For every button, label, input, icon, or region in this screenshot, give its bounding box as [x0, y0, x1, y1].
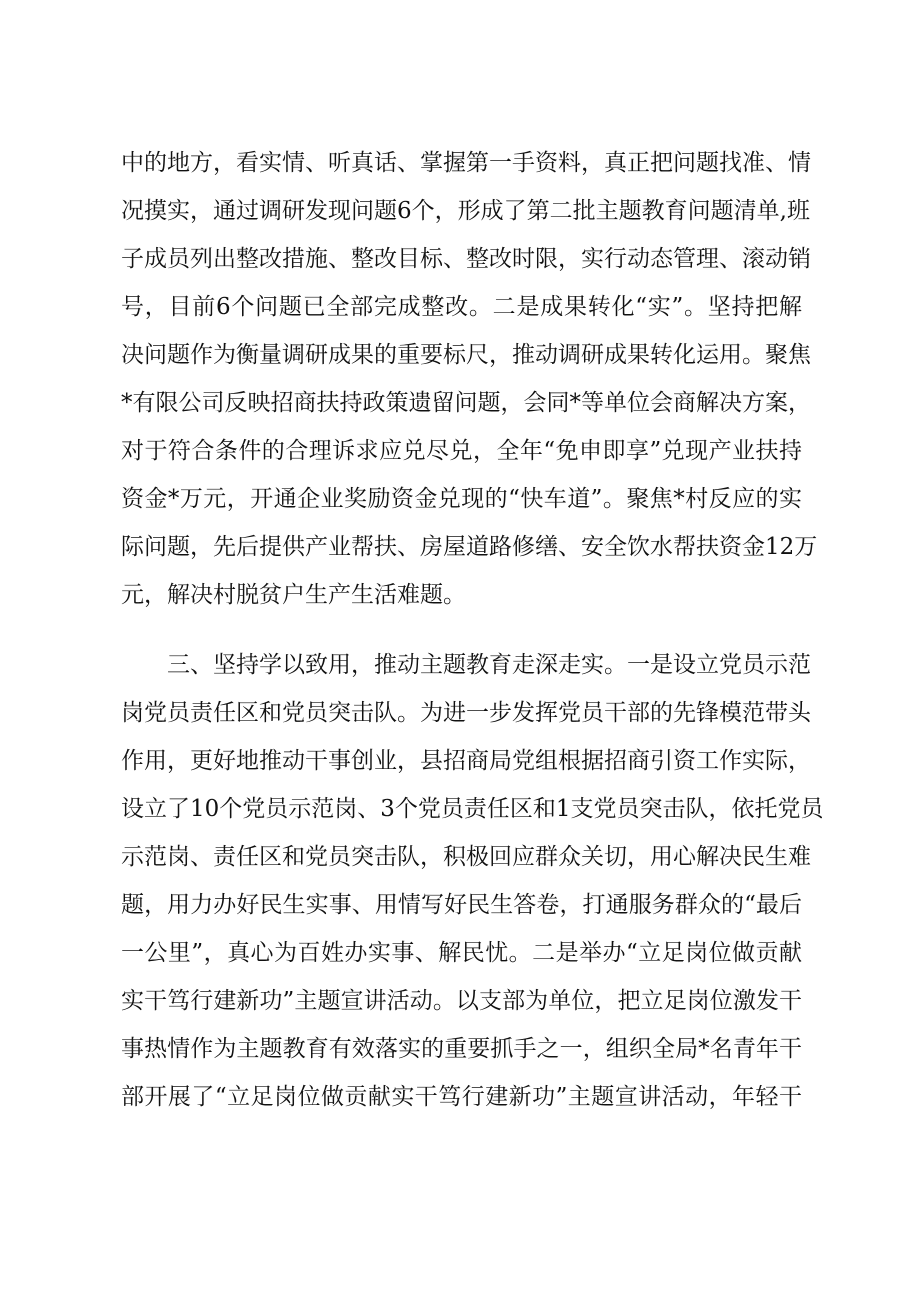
text-line: 题，用力办好民生实事、用情写好民生答卷，打通服务群众的“最后 — [121, 892, 802, 918]
text-line: 子成员列出整改措施、整改目标、整改时限，实行动态管理、滚动销 — [121, 246, 811, 272]
text-line: 决问题作为衡量调研成果的重要标尺，推动调研成果转化运用。聚焦 — [121, 342, 811, 368]
text-line: 号，目前6个问题已全部完成整改。二是成果转化“实”。坚持把解 — [121, 294, 802, 320]
text-line: 对于符合条件的合理诉求应兑尽兑，全年“免申即享”兑现产业扶持 — [121, 438, 802, 464]
text-line: 岗党员责任区和党员突击队。为进一步发挥党员干部的先锋模范带头 — [121, 700, 811, 726]
text-line: *有限公司反映招商扶持政策遗留问题，会同*等单位会商解决方案， — [121, 390, 811, 416]
text-line: 事热情作为主题教育有效落实的重要抓手之一，组织全局*名青年干 — [121, 1036, 802, 1062]
text-line: 资金*万元，开通企业奖励资金兑现的“快车道”。聚焦*村反应的实 — [121, 486, 802, 512]
paragraph-1 — [121, 139, 818, 619]
text-line: 设立了10个党员示范岗、3个党员责任区和1支党员突击队，依托党员 — [121, 796, 824, 822]
text-line: 际问题，先后提供产业帮扶、房屋道路修缮、安全饮水帮扶资金12万 — [121, 534, 818, 560]
text-line: 部开展了“立足岗位做贡献实干笃行建新功”主题宣讲活动，年轻干 — [121, 1084, 802, 1110]
text-line: 三、坚持学以致用，推动主题教育走深走实。一是设立党员示范 — [167, 652, 811, 678]
document-body — [121, 139, 824, 1121]
paragraph-spacing — [121, 619, 802, 641]
paragraph-2 — [121, 641, 824, 1121]
text-line: 实干笃行建新功”主题宣讲活动。以支部为单位，把立足岗位激发干 — [121, 988, 802, 1014]
text-line: 示范岗、责任区和党员突击队，积极回应群众关切，用心解决民生难 — [121, 844, 811, 870]
text-line: 一公里”，真心为百姓办实事、解民忧。二是举办“立足岗位做贡献 — [121, 940, 802, 966]
text-line: 况摸实，通过调研发现问题6个，形成了第二批主题教育问题清单,班 — [121, 198, 810, 224]
text-line: 作用，更好地推动干事创业，县招商局党组根据招商引资工作实际， — [121, 748, 811, 774]
text-line: 元，解决村脱贫户生产生活难题。 — [121, 582, 466, 608]
text-line: 中的地方，看实情、听真话、掌握第一手资料，真正把问题找准、情 — [121, 150, 811, 176]
